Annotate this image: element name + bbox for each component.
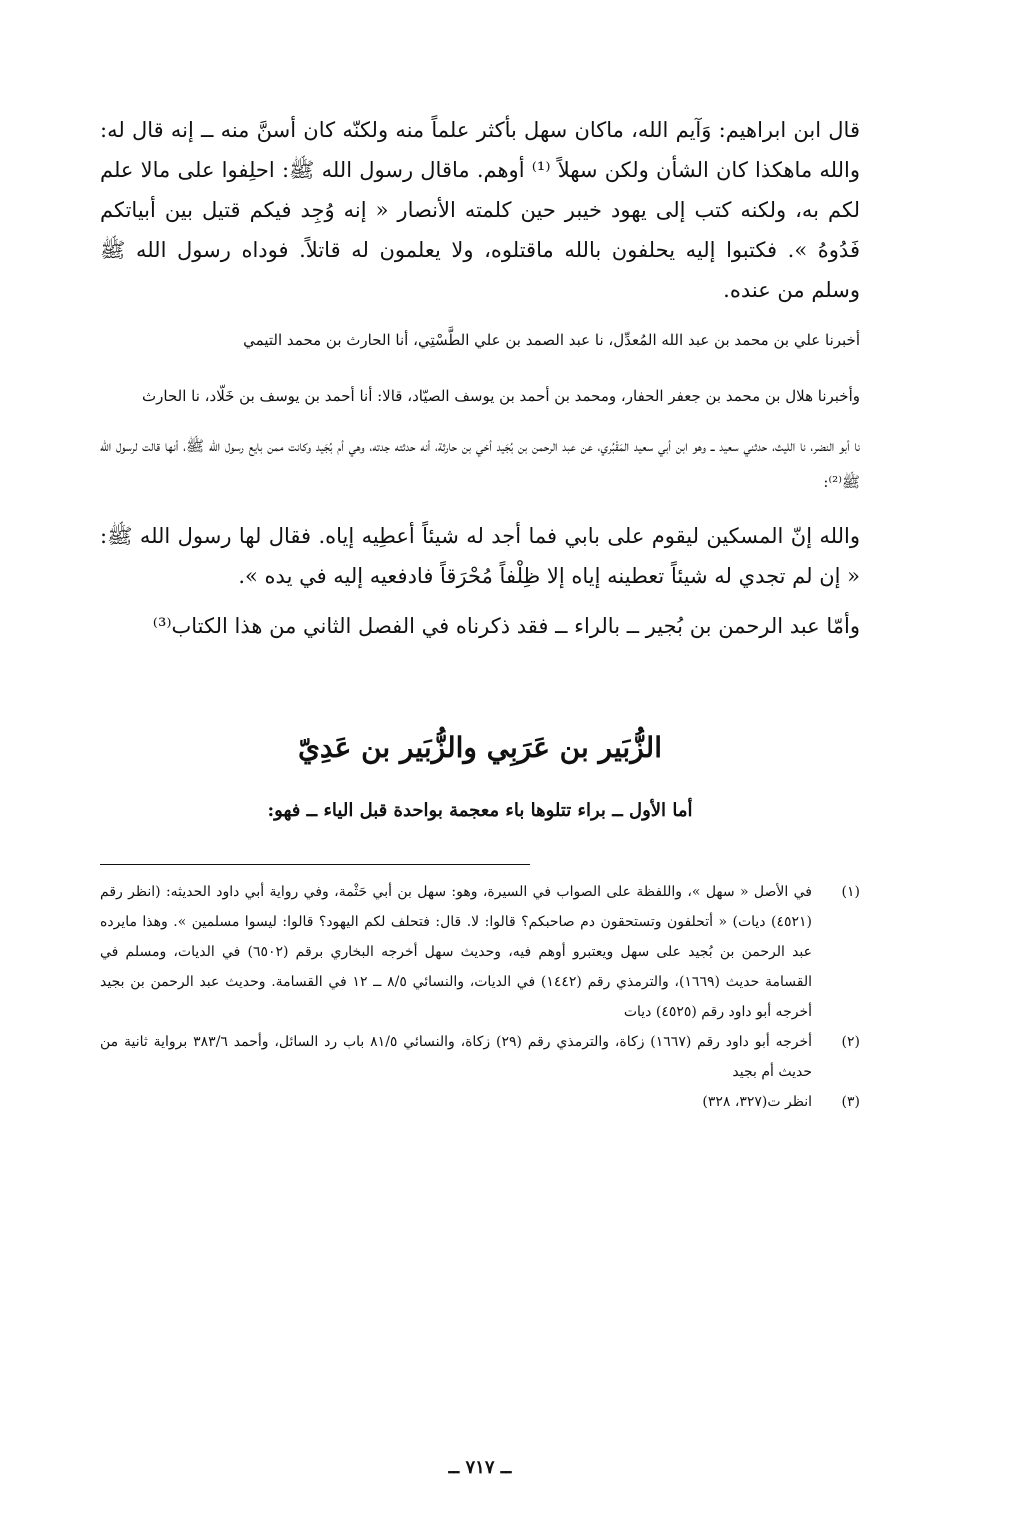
footnote-number: (١) <box>841 884 860 900</box>
footnote-text: انظر ت(٣٢٧، ٣٢٨) <box>702 1094 812 1110</box>
page-number: ــ ٧١٧ ــ <box>448 1457 512 1478</box>
paragraph-isnad-2: وأخبرنا هلال بن محمد بن جعفر الحفار، ومحمد بن أحمد بن يوسف الصيّاد، قالا: أنا أحمد بن يوسف بن خَلّاد، نا الحارث <box>142 387 860 405</box>
footnote-3 <box>100 1087 860 1117</box>
paragraph-isnad-3: نا أبو النضر، نا الليث، حدثني سعيد ــ وهو ابن أبي سعيد المَقْبُري، عن عبد الرحمن بن بُجَيد أخي بن حارثة، أنه حدثته جدته، وهي أم بُجَيد وكانت ممن بايع رسول الله ﷺ، أنها قالت لرسول الله ﷺ⁽²⁾: <box>100 437 860 491</box>
paragraph-hadith: والله إنّ المسكين ليقوم على بابي فما أجد له شيئاً أعطِيه إياه. فقال لها رسول الله ﷺ: « إن لم تجدي له شيئاً تعطينه إياه إلا ظِلْفاً مُحْرَقاً فادفعيه إليه في يده ». <box>100 524 860 588</box>
footnote-1 <box>100 877 860 1027</box>
footnote-number: (٢) <box>841 1034 860 1050</box>
book-page <box>100 110 860 1500</box>
paragraph-isnad-1: أخبرنا علي بن محمد بن عبد الله المُعدِّل، نا عبد الصمد بن علي الطَّسْتِي، أنا الحارث بن محمد التيمي <box>243 331 860 349</box>
paragraph-main-1: قال ابن ابراهيم: وَآيم الله، ماكان سهل بأكثر علماً منه ولكنّه كان أسنَّ منه ــ إنه قال له: والله ماهكذا كان الشأن ولكن سهلاً ⁽¹⁾ أوهم. ماقال رسول الله ﷺ: احلِفوا على مالا علم لكم به، ولكنه كتب إلى يهود خيبر حين كلمته الأنصار « إنه وُجِد فيكم قتيل بين أبياتكم فَدُوهُ ». فكتبوا إليه يحلفون بالله ماقتلوه، ولا يعلمون له قاتلاً. فوداه رسول الله ﷺ وسلم من عنده. <box>100 118 860 302</box>
footnotes <box>100 877 860 1117</box>
footnote-text: أخرجه أبو داود رقم (١٦٦٧) زكاة، والترمذي رقم (٢٩) زكاة، والنسائي ٨١/٥ باب رد السائل، وأحمد ٣٨٣/٦ برواية ثانية من حديث أم بجيد <box>100 1034 812 1080</box>
paragraph-note: وأمّا عبد الرحمن بن بُجير ــ بالراء ــ فقد ذكرناه في الفصل الثاني من هذا الكتاب⁽³⁾ <box>152 614 860 638</box>
footnote-text: في الأصل « سهل »، واللفظة على الصواب في السيرة، وهو: سهل بن أبي حَثْمة، وفي رواية أبي داود الحديثه: (انظر رقم (٤٥٢١) ديات) « أتحلفون وتستحقون دم صاحبكم؟ قالوا: لا. قال: فتحلف لكم اليهود؟ قالوا: ليسوا مسلمين ». وهذا مايرده عبد الرحمن بن بُجيد على سهل ويعتبرو أوهم فيه، وحديث سهل أخرجه البخاري برقم (٦٥٠٢) في الديات، ومسلم في القسامة حديث (١٦٦٩)، والترمذي رقم (١٤٤٢) في الديات، والنسائي ٨/٥ ــ ١٢ في القسامة. وحديث عبد الرحمن بن بجيد أخرجه أبو داود رقم (٤٥٢٥) ديات <box>100 884 812 1020</box>
footnote-number: (٣) <box>841 1094 860 1110</box>
footnote-2 <box>100 1027 860 1087</box>
footnote-divider <box>100 864 530 865</box>
section-subheading: أما الأول ــ براء تتلوها باء معجمة بواحدة قبل الياء ــ فهو: <box>267 800 693 821</box>
section-heading: الزُّبَير بن عَرَبِي والزُّبَير بن عَدِيّ <box>298 731 662 764</box>
